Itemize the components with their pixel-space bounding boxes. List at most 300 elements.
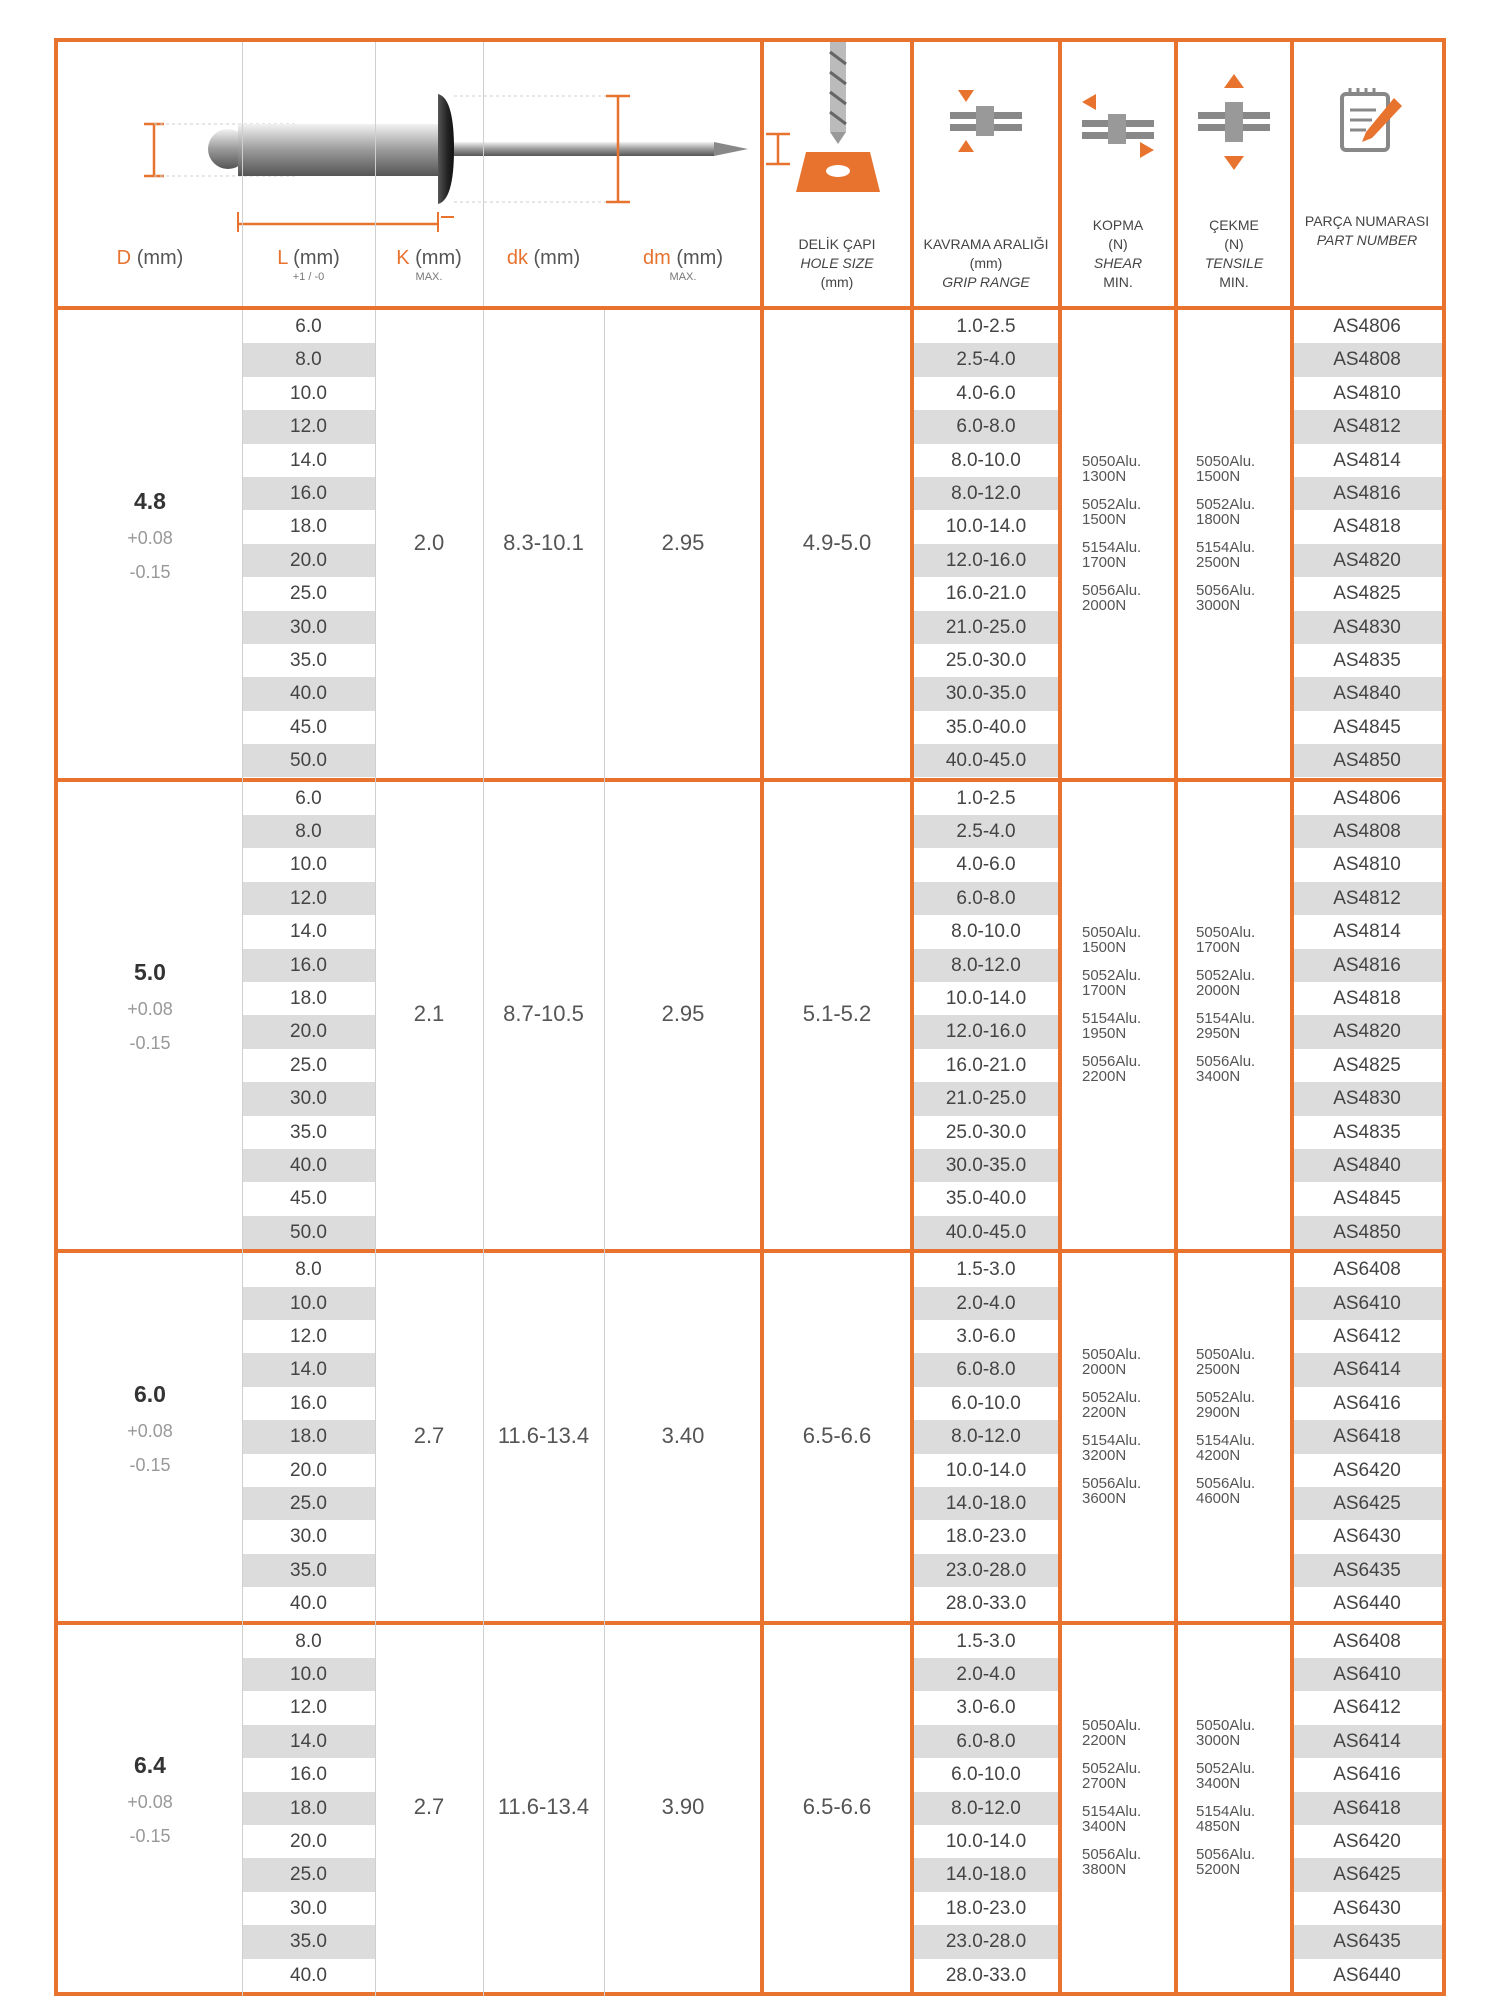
column-divider bbox=[760, 310, 764, 782]
diameter-cell bbox=[58, 1752, 242, 1853]
force-value: 1700N bbox=[1082, 553, 1127, 571]
column-divider bbox=[483, 1253, 484, 1624]
part-number-cell: AS6435 bbox=[1292, 1554, 1442, 1587]
length-cell: 6.0 bbox=[295, 787, 322, 809]
diameter-value: 5.0 bbox=[134, 959, 166, 986]
grip-range-cell: 14.0-18.0 bbox=[912, 1858, 1060, 1891]
part-number-cell: AS6410 bbox=[1292, 1287, 1442, 1320]
tensile-values-entry bbox=[1196, 1761, 1255, 1791]
diameter-value: 4.8 bbox=[134, 487, 166, 514]
grip-range-icon bbox=[946, 86, 1026, 156]
force-value: 3400N bbox=[1196, 1068, 1241, 1086]
part-number-cell: AS4812 bbox=[1292, 410, 1442, 443]
alloy-name: 5052Alu. bbox=[1082, 1388, 1142, 1406]
grip-range-cell: 40.0-45.0 bbox=[912, 744, 1060, 777]
column-divider bbox=[604, 1253, 605, 1624]
hole-size-value: 5.1-5.2 bbox=[802, 1001, 872, 1027]
grip-range-cell: 12.0-16.0 bbox=[912, 1015, 1060, 1048]
alloy-name: 5050Alu. bbox=[1196, 1717, 1256, 1735]
tensile-values bbox=[1196, 925, 1255, 1097]
part-number-cell: AS6412 bbox=[1333, 1697, 1401, 1719]
alloy-name: 5050Alu. bbox=[1082, 1345, 1142, 1363]
column-divider bbox=[604, 782, 605, 1254]
length-cell: 20.0 bbox=[242, 544, 375, 577]
part-number-cell: AS4850 bbox=[1292, 744, 1442, 777]
shear-values-entry bbox=[1082, 968, 1141, 998]
force-value: 5200N bbox=[1196, 1861, 1241, 1879]
force-value: 2700N bbox=[1082, 1775, 1127, 1793]
length-cell: 14.0 bbox=[242, 1353, 375, 1386]
part-number-cell: AS4825 bbox=[1333, 583, 1401, 605]
force-value: 3800N bbox=[1082, 1861, 1127, 1879]
column-divider bbox=[1174, 310, 1178, 782]
alloy-name: 5154Alu. bbox=[1082, 1803, 1142, 1821]
column-divider bbox=[604, 1625, 605, 1996]
alloy-name: 5056Alu. bbox=[1196, 581, 1256, 599]
shear-values-entry bbox=[1082, 540, 1141, 570]
part-number-cell: AS4818 bbox=[1333, 987, 1401, 1009]
alloy-name: 5050Alu. bbox=[1082, 1717, 1142, 1735]
length-cell: 30.0 bbox=[242, 611, 375, 644]
grip-range-cell: 40.0-45.0 bbox=[912, 1216, 1060, 1249]
grip-range-cell: 6.0-8.0 bbox=[912, 1353, 1060, 1386]
part-number-cell: AS6414 bbox=[1292, 1353, 1442, 1386]
shear-values-entry bbox=[1082, 1433, 1141, 1463]
grip-range-cell: 10.0-14.0 bbox=[945, 1459, 1027, 1481]
length-cell: 12.0 bbox=[290, 1697, 327, 1719]
diameter-cell bbox=[58, 488, 242, 589]
length-cell: 50.0 bbox=[242, 1216, 375, 1249]
alloy-name: 5052Alu. bbox=[1196, 1388, 1256, 1406]
part-number-column bbox=[1292, 1253, 1442, 1620]
grip-range-cell: 18.0-23.0 bbox=[945, 1526, 1027, 1548]
table-header bbox=[58, 42, 1442, 310]
diameter-value: 6.0 bbox=[134, 1380, 166, 1407]
length-cell: 25.0 bbox=[242, 1858, 375, 1891]
header-dm: dm (mm) MAX. bbox=[643, 247, 723, 283]
diameter-cell bbox=[58, 1381, 242, 1482]
diameter-value: 6.4 bbox=[134, 1752, 166, 1779]
alloy-name: 5052Alu. bbox=[1082, 1760, 1142, 1778]
part-number-column bbox=[1292, 782, 1442, 1249]
grip-range-cell: 12.0-16.0 bbox=[912, 544, 1060, 577]
column-divider bbox=[483, 310, 484, 782]
grip-range-column bbox=[912, 310, 1060, 777]
grip-range-cell: 2.0-4.0 bbox=[912, 1287, 1060, 1320]
part-number-cell: AS4825 bbox=[1333, 1054, 1401, 1076]
force-value: 2500N bbox=[1196, 1360, 1241, 1378]
header-tensile: ÇEKME (N) TENSILE MIN. bbox=[1176, 42, 1292, 306]
tensile-icon bbox=[1194, 72, 1274, 172]
column-divider bbox=[910, 310, 914, 782]
shear-values-entry bbox=[1082, 1476, 1141, 1506]
column-divider bbox=[910, 782, 914, 1254]
shear-values-entry bbox=[1082, 1847, 1141, 1877]
length-cell: 6.0 bbox=[295, 316, 322, 337]
grip-range-cell: 3.0-6.0 bbox=[956, 1325, 1016, 1347]
alloy-name: 5056Alu. bbox=[1196, 1053, 1256, 1071]
length-cell: 12.0 bbox=[242, 882, 375, 915]
part-number-cell: AS6416 bbox=[1333, 1392, 1401, 1414]
part-number-cell: AS4806 bbox=[1333, 787, 1401, 809]
tensile-values-entry bbox=[1196, 583, 1255, 613]
force-value: 3200N bbox=[1082, 1446, 1127, 1464]
force-value: 2000N bbox=[1082, 1360, 1127, 1378]
header-D: D (mm) bbox=[116, 247, 184, 269]
column-divider bbox=[760, 1253, 764, 1624]
length-cell: 35.0 bbox=[242, 1554, 375, 1587]
grip-range-cell: 8.0-10.0 bbox=[951, 449, 1021, 471]
tolerance-minus: -0.15 bbox=[129, 1033, 171, 1054]
grip-range-cell: 25.0-30.0 bbox=[945, 1121, 1027, 1143]
part-number-cell: AS4850 bbox=[1292, 1216, 1442, 1249]
part-number-cell: AS4808 bbox=[1292, 343, 1442, 376]
part-number-cell: AS4808 bbox=[1292, 815, 1442, 848]
tensile-values-entry bbox=[1196, 497, 1255, 527]
length-cell: 10.0 bbox=[290, 382, 327, 404]
alloy-name: 5056Alu. bbox=[1082, 581, 1142, 599]
length-cell: 14.0 bbox=[242, 1725, 375, 1758]
part-number-cell: AS6410 bbox=[1292, 1658, 1442, 1691]
grip-range-column bbox=[912, 782, 1060, 1249]
rivet-group bbox=[58, 310, 1442, 782]
part-number-cell: AS4835 bbox=[1333, 649, 1401, 671]
length-cell: 10.0 bbox=[290, 854, 327, 876]
tolerance-minus: -0.15 bbox=[129, 1826, 171, 1847]
length-cell: 8.0 bbox=[242, 343, 375, 376]
length-cell: 20.0 bbox=[290, 1459, 327, 1481]
grip-range-cell: 1.0-2.5 bbox=[956, 787, 1016, 809]
length-cell: 40.0 bbox=[242, 677, 375, 710]
part-number-cell: AS6430 bbox=[1333, 1526, 1401, 1548]
force-value: 2000N bbox=[1196, 982, 1241, 1000]
length-cell: 8.0 bbox=[295, 1259, 322, 1281]
force-value: 4600N bbox=[1196, 1489, 1241, 1507]
tolerance-plus: +0.08 bbox=[127, 999, 173, 1020]
part-number-cell: AS6408 bbox=[1333, 1630, 1401, 1652]
diameter-cell bbox=[58, 959, 242, 1060]
tolerance-plus: +0.08 bbox=[127, 1792, 173, 1813]
grip-range-cell: 35.0-40.0 bbox=[945, 716, 1027, 738]
column-divider bbox=[242, 1253, 243, 1624]
grip-range-cell: 6.0-8.0 bbox=[912, 1725, 1060, 1758]
length-cell: 50.0 bbox=[242, 744, 375, 777]
grip-range-cell: 10.0-14.0 bbox=[945, 1830, 1027, 1852]
part-number-cell: AS4820 bbox=[1292, 1015, 1442, 1048]
force-value: 2200N bbox=[1082, 1732, 1127, 1750]
length-cell: 40.0 bbox=[242, 1149, 375, 1182]
alloy-name: 5154Alu. bbox=[1082, 538, 1142, 556]
length-cell: 25.0 bbox=[290, 583, 327, 605]
column-divider bbox=[242, 1625, 243, 1996]
length-cell: 18.0 bbox=[290, 987, 327, 1009]
alloy-name: 5050Alu. bbox=[1196, 452, 1256, 470]
part-number-cell: AS6418 bbox=[1292, 1792, 1442, 1825]
part-number-cell: AS4810 bbox=[1333, 854, 1401, 876]
grip-range-cell: 16.0-21.0 bbox=[945, 1054, 1027, 1076]
column-divider bbox=[242, 310, 243, 782]
length-cell: 25.0 bbox=[242, 1487, 375, 1520]
grip-range-cell: 28.0-33.0 bbox=[945, 1964, 1027, 1986]
grip-range-cell: 8.0-10.0 bbox=[951, 921, 1021, 943]
part-number-cell: AS6440 bbox=[1333, 1593, 1401, 1615]
force-value: 1500N bbox=[1082, 939, 1127, 957]
grip-range-cell: 30.0-35.0 bbox=[912, 677, 1060, 710]
alloy-name: 5050Alu. bbox=[1082, 452, 1142, 470]
force-value: 3600N bbox=[1082, 1489, 1127, 1507]
length-cell: 14.0 bbox=[290, 921, 327, 943]
alloy-name: 5154Alu. bbox=[1196, 1010, 1256, 1028]
rivet-spec-sheet bbox=[54, 38, 1446, 2010]
grip-range-cell: 23.0-28.0 bbox=[912, 1554, 1060, 1587]
force-value: 2500N bbox=[1196, 553, 1241, 571]
tolerance-plus: +0.08 bbox=[127, 527, 173, 548]
alloy-name: 5052Alu. bbox=[1196, 967, 1256, 985]
length-cell: 35.0 bbox=[242, 1925, 375, 1958]
force-value: 1950N bbox=[1082, 1025, 1127, 1043]
tolerance-minus: -0.15 bbox=[129, 561, 171, 582]
part-number-cell: AS4806 bbox=[1333, 316, 1401, 337]
grip-range-cell: 14.0-18.0 bbox=[912, 1487, 1060, 1520]
length-cell: 10.0 bbox=[242, 1658, 375, 1691]
shear-values-entry bbox=[1082, 1011, 1141, 1041]
column-divider bbox=[1290, 782, 1294, 1254]
part-number-cell: AS6430 bbox=[1333, 1897, 1401, 1919]
part-number-cell: AS6440 bbox=[1333, 1964, 1401, 1986]
rivet-group bbox=[58, 1625, 1442, 1996]
tensile-values-entry bbox=[1196, 968, 1255, 998]
header-grip-range: KAVRAMA ARALIĞI (mm) GRIP RANGE bbox=[912, 42, 1060, 306]
shear-values-entry bbox=[1082, 497, 1141, 527]
dk-value: 11.6-13.4 bbox=[497, 1422, 590, 1448]
force-value: 1500N bbox=[1082, 510, 1127, 528]
tensile-values-entry bbox=[1196, 1054, 1255, 1084]
grip-range-cell: 8.0-12.0 bbox=[912, 477, 1060, 510]
part-number-cell: AS4820 bbox=[1292, 544, 1442, 577]
part-number-cell: AS4840 bbox=[1292, 677, 1442, 710]
part-number-cell: AS6435 bbox=[1292, 1925, 1442, 1958]
shear-values bbox=[1082, 925, 1141, 1097]
column-divider bbox=[1174, 782, 1178, 1254]
header-dk: dk (mm) bbox=[506, 247, 581, 269]
tensile-values bbox=[1196, 1718, 1255, 1890]
length-column bbox=[242, 1253, 375, 1620]
alloy-name: 5056Alu. bbox=[1196, 1846, 1256, 1864]
force-value: 3000N bbox=[1196, 1732, 1241, 1750]
part-number-cell: AS4845 bbox=[1333, 1188, 1401, 1210]
column-divider bbox=[1174, 1625, 1178, 1996]
grip-range-cell: 21.0-25.0 bbox=[912, 1082, 1060, 1115]
length-cell: 45.0 bbox=[290, 716, 327, 738]
force-value: 1800N bbox=[1196, 510, 1241, 528]
alloy-name: 5052Alu. bbox=[1196, 1760, 1256, 1778]
force-value: 3400N bbox=[1082, 1818, 1127, 1836]
grip-range-cell: 8.0-12.0 bbox=[912, 1792, 1060, 1825]
dm-value: 2.95 bbox=[661, 529, 705, 555]
grip-range-cell: 30.0-35.0 bbox=[912, 1149, 1060, 1182]
tolerance-plus: +0.08 bbox=[127, 1420, 173, 1441]
part-number-cell: AS4814 bbox=[1333, 921, 1401, 943]
length-cell: 10.0 bbox=[242, 1287, 375, 1320]
rivet-group bbox=[58, 782, 1442, 1254]
grip-range-column bbox=[912, 1625, 1060, 1992]
length-cell: 20.0 bbox=[242, 1015, 375, 1048]
dm-value: 2.95 bbox=[661, 1001, 705, 1027]
tolerance-minus: -0.15 bbox=[129, 1454, 171, 1475]
grip-range-cell: 8.0-12.0 bbox=[912, 1420, 1060, 1453]
length-cell: 12.0 bbox=[290, 1325, 327, 1347]
alloy-name: 5052Alu. bbox=[1196, 495, 1256, 513]
hole-size-value: 4.9-5.0 bbox=[802, 529, 872, 555]
header-shear: KOPMA (N) SHEAR MIN. bbox=[1060, 42, 1176, 306]
grip-range-cell: 35.0-40.0 bbox=[945, 1188, 1027, 1210]
alloy-name: 5050Alu. bbox=[1196, 924, 1256, 942]
grip-range-cell: 10.0-14.0 bbox=[945, 516, 1027, 538]
length-column bbox=[242, 310, 375, 777]
tensile-values-entry bbox=[1196, 1390, 1255, 1420]
alloy-name: 5154Alu. bbox=[1082, 1431, 1142, 1449]
tensile-values-entry bbox=[1196, 1718, 1255, 1748]
column-divider bbox=[1290, 1253, 1294, 1624]
column-divider bbox=[1174, 1253, 1178, 1624]
length-cell: 40.0 bbox=[290, 1593, 327, 1615]
tensile-values-entry bbox=[1196, 1476, 1255, 1506]
length-cell: 16.0 bbox=[242, 949, 375, 982]
column-divider bbox=[1058, 1625, 1062, 1996]
length-cell: 30.0 bbox=[290, 1897, 327, 1919]
grip-range-cell: 1.0-2.5 bbox=[956, 316, 1016, 337]
alloy-name: 5050Alu. bbox=[1196, 1345, 1256, 1363]
tensile-values-entry bbox=[1196, 454, 1255, 484]
column-divider bbox=[1290, 1625, 1294, 1996]
alloy-name: 5154Alu. bbox=[1196, 538, 1256, 556]
part-number-cell: AS6408 bbox=[1333, 1259, 1401, 1281]
length-cell: 45.0 bbox=[290, 1188, 327, 1210]
tensile-values-entry bbox=[1196, 925, 1255, 955]
header-part-number: PARÇA NUMARASI PART NUMBER bbox=[1292, 42, 1442, 306]
length-cell: 16.0 bbox=[290, 1764, 327, 1786]
dk-value: 11.6-13.4 bbox=[497, 1794, 590, 1820]
length-cell: 12.0 bbox=[242, 410, 375, 443]
part-number-cell: AS4840 bbox=[1292, 1149, 1442, 1182]
length-cell: 8.0 bbox=[242, 815, 375, 848]
k-value: 2.7 bbox=[413, 1794, 445, 1820]
part-number-cell: AS6416 bbox=[1333, 1764, 1401, 1786]
length-cell: 8.0 bbox=[295, 1630, 322, 1652]
column-divider bbox=[760, 782, 764, 1254]
alloy-name: 5056Alu. bbox=[1082, 1474, 1142, 1492]
rivet-group bbox=[58, 1253, 1442, 1624]
force-value: 2200N bbox=[1082, 1403, 1127, 1421]
length-cell: 30.0 bbox=[242, 1082, 375, 1115]
alloy-name: 5154Alu. bbox=[1082, 1010, 1142, 1028]
k-value: 2.7 bbox=[413, 1422, 445, 1448]
column-divider bbox=[375, 782, 376, 1254]
length-cell: 18.0 bbox=[290, 516, 327, 538]
dk-value: 8.7-10.5 bbox=[503, 1001, 584, 1027]
tensile-values-entry bbox=[1196, 1347, 1255, 1377]
length-column bbox=[242, 1625, 375, 1992]
length-cell: 35.0 bbox=[290, 1121, 327, 1143]
grip-range-cell: 3.0-6.0 bbox=[956, 1697, 1016, 1719]
column-divider bbox=[1290, 310, 1294, 782]
alloy-name: 5056Alu. bbox=[1196, 1474, 1256, 1492]
part-number-cell: AS4845 bbox=[1333, 716, 1401, 738]
force-value: 4200N bbox=[1196, 1446, 1241, 1464]
grip-range-cell: 2.0-4.0 bbox=[912, 1658, 1060, 1691]
header-L: L (mm) +1 / -0 bbox=[277, 247, 340, 283]
shear-values-entry bbox=[1082, 925, 1141, 955]
grip-range-cell: 2.5-4.0 bbox=[912, 815, 1060, 848]
hole-size-value: 6.5-6.6 bbox=[802, 1794, 872, 1820]
shear-icon bbox=[1078, 86, 1158, 166]
grip-range-cell: 6.0-10.0 bbox=[951, 1392, 1021, 1414]
length-cell: 25.0 bbox=[290, 1054, 327, 1076]
grip-range-cell: 16.0-21.0 bbox=[945, 583, 1027, 605]
part-number-column bbox=[1292, 1625, 1442, 1992]
tensile-values bbox=[1196, 454, 1255, 626]
force-value: 1500N bbox=[1196, 467, 1241, 485]
part-number-cell: AS4816 bbox=[1292, 477, 1442, 510]
part-number-cell: AS4812 bbox=[1292, 882, 1442, 915]
part-number-cell: AS4835 bbox=[1333, 1121, 1401, 1143]
length-cell: 16.0 bbox=[290, 1392, 327, 1414]
grip-range-cell: 2.5-4.0 bbox=[912, 343, 1060, 376]
tensile-values-entry bbox=[1196, 1847, 1255, 1877]
grip-range-cell: 6.0-10.0 bbox=[951, 1764, 1021, 1786]
force-value: 4850N bbox=[1196, 1818, 1241, 1836]
length-cell: 35.0 bbox=[290, 649, 327, 671]
header-hole-size: DELİK ÇAPI HOLE SIZE (mm) bbox=[762, 42, 912, 306]
part-number-cell: AS4816 bbox=[1292, 949, 1442, 982]
length-cell: 16.0 bbox=[242, 477, 375, 510]
shear-values-entry bbox=[1082, 454, 1141, 484]
k-value: 2.0 bbox=[413, 529, 445, 555]
length-cell: 18.0 bbox=[242, 1420, 375, 1453]
column-divider bbox=[604, 310, 605, 782]
tensile-values-entry bbox=[1196, 1804, 1255, 1834]
tensile-values bbox=[1196, 1347, 1255, 1519]
part-number-cell: AS6418 bbox=[1292, 1420, 1442, 1453]
shear-values bbox=[1082, 1347, 1141, 1519]
grip-range-column bbox=[912, 1253, 1060, 1620]
grip-range-cell: 4.0-6.0 bbox=[956, 382, 1016, 404]
alloy-name: 5056Alu. bbox=[1082, 1053, 1142, 1071]
shear-values-entry bbox=[1082, 1804, 1141, 1834]
length-cell: 14.0 bbox=[290, 449, 327, 471]
grip-range-cell: 21.0-25.0 bbox=[912, 611, 1060, 644]
column-divider bbox=[242, 782, 243, 1254]
part-number-cell: AS6420 bbox=[1333, 1830, 1401, 1852]
column-divider bbox=[910, 1253, 914, 1624]
part-number-cell: AS4830 bbox=[1292, 1082, 1442, 1115]
drill-bit-icon bbox=[792, 42, 882, 192]
shear-values bbox=[1082, 1718, 1141, 1890]
hole-size-value: 6.5-6.6 bbox=[802, 1422, 872, 1448]
tensile-values-entry bbox=[1196, 540, 1255, 570]
header-K: K (mm) MAX. bbox=[396, 247, 462, 283]
column-divider bbox=[483, 782, 484, 1254]
dk-value: 8.3-10.1 bbox=[503, 529, 584, 555]
length-cell: 18.0 bbox=[242, 1792, 375, 1825]
force-value: 2950N bbox=[1196, 1025, 1241, 1043]
column-divider bbox=[1058, 782, 1062, 1254]
part-number-cell: AS6412 bbox=[1333, 1325, 1401, 1347]
column-divider bbox=[1058, 1253, 1062, 1624]
shear-values-entry bbox=[1082, 1718, 1141, 1748]
grip-range-cell: 18.0-23.0 bbox=[945, 1897, 1027, 1919]
alloy-name: 5056Alu. bbox=[1082, 1846, 1142, 1864]
